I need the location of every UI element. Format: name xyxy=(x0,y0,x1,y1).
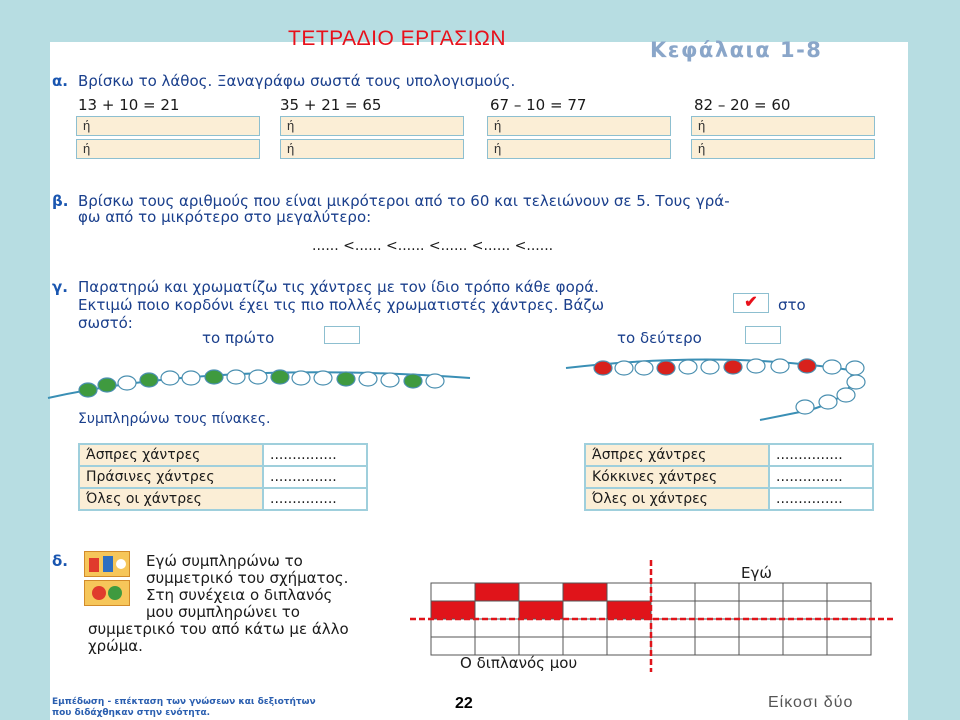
number-order-blanks[interactable]: ...... <...... <...... <...... <...... <...... xyxy=(312,238,554,254)
section-a-instruction: Βρίσκω το λάθος. Ξαναγράφω σωστά τους υπολογισμούς. xyxy=(78,72,516,90)
grid-cell[interactable] xyxy=(695,637,739,655)
grid-cell[interactable] xyxy=(739,583,783,601)
grid-cell[interactable] xyxy=(519,637,563,655)
page-title: ΤΕΤΡΑΔΙΟ ΕΡΓΑΣΙΩΝ xyxy=(288,27,506,50)
grid-cell[interactable] xyxy=(607,619,651,637)
footer-note-line-1: Εμπέδωση - επέκταση των γνώσεων και δεξιοτήτων xyxy=(52,697,316,707)
page-number: 22 xyxy=(455,695,473,712)
chapter-heading: Κεφάλαια 1-8 xyxy=(650,38,823,62)
grid-cell[interactable] xyxy=(651,637,695,655)
answer-box[interactable]: ή xyxy=(691,116,875,136)
grid-cell[interactable] xyxy=(827,637,871,655)
grid-cell[interactable] xyxy=(607,583,651,601)
section-c-line-3: σωστό: xyxy=(78,314,133,332)
neighbor-label: Ο διπλανός μου xyxy=(460,654,578,672)
table-cell-label: Όλες οι χάντρες xyxy=(585,488,769,510)
section-d-line-6: χρώμα. xyxy=(88,637,143,655)
section-c-label: γ. xyxy=(52,278,68,296)
grid-cell[interactable] xyxy=(783,637,827,655)
grid-cell[interactable] xyxy=(431,637,475,655)
grid-cell[interactable] xyxy=(651,619,695,637)
grid-cell[interactable] xyxy=(651,601,695,619)
tick-mark-icon: ✔ xyxy=(733,293,769,313)
section-d-line-5: συμμετρικό του από κάτω με άλλο xyxy=(88,620,349,638)
second-string-label: το δεύτερο xyxy=(617,329,702,347)
grid-cell[interactable] xyxy=(827,619,871,637)
answer-box[interactable]: ή xyxy=(76,116,260,136)
section-b-label: β. xyxy=(52,192,69,210)
table-cell-blank[interactable]: ............... xyxy=(263,466,367,488)
first-string-label: το πρώτο xyxy=(202,329,275,347)
fill-tables-instruction: Συμπληρώνω τους πίνακες. xyxy=(78,411,271,427)
section-d-line-4: μου συμπληρώνει το xyxy=(146,603,300,621)
table-cell-blank[interactable]: ............... xyxy=(263,488,367,510)
table-cell-label: Άσπρες χάντρες xyxy=(79,444,263,466)
grid-cell[interactable] xyxy=(607,637,651,655)
me-label: Εγώ xyxy=(741,564,772,582)
grid-cell[interactable] xyxy=(695,619,739,637)
answer-box[interactable]: ή xyxy=(280,139,464,159)
grid-cell[interactable] xyxy=(783,583,827,601)
table-cell-label: Κόκκινες χάντρες xyxy=(585,466,769,488)
section-d-line-2: συμμετρικό του σχήματος. xyxy=(146,569,349,587)
section-c-line-2-end: στο xyxy=(778,296,806,314)
grid-cell[interactable] xyxy=(783,601,827,619)
table-cell-blank[interactable]: ............... xyxy=(769,466,873,488)
grid-cell[interactable] xyxy=(431,583,475,601)
grid-cell[interactable] xyxy=(563,583,607,601)
grid-cell[interactable] xyxy=(739,601,783,619)
answer-box[interactable]: ή xyxy=(76,139,260,159)
grid-cell[interactable] xyxy=(519,601,563,619)
grid-cell[interactable] xyxy=(563,637,607,655)
grid-cell[interactable] xyxy=(827,583,871,601)
grid-cell[interactable] xyxy=(475,619,519,637)
page-number-words: Είκοσι δύο xyxy=(768,694,854,711)
table-cell-label: Πράσινες χάντρες xyxy=(79,466,263,488)
equation-1: 13 + 10 = 21 xyxy=(78,96,180,114)
grid-cell[interactable] xyxy=(563,619,607,637)
table-cell-blank[interactable]: ............... xyxy=(769,444,873,466)
grid-cell[interactable] xyxy=(519,619,563,637)
table-cell-blank[interactable]: ............... xyxy=(263,444,367,466)
equation-2: 35 + 21 = 65 xyxy=(280,96,382,114)
grid-cell[interactable] xyxy=(475,583,519,601)
section-d-line-3: Στη συνέχεια ο διπλανός xyxy=(146,586,333,604)
section-d-label: δ. xyxy=(52,552,69,570)
section-a-label: α. xyxy=(52,72,69,90)
footer-note-line-2: που διδάχθηκαν στην ενότητα. xyxy=(52,708,211,718)
section-b-line-1: Βρίσκω τους αριθμούς που είναι μικρότεροι από το 60 και τελειώνουν σε 5. Τους γρά- xyxy=(78,192,730,210)
grid-cell[interactable] xyxy=(739,637,783,655)
section-b-line-2: φω από το μικρότερο στο μεγαλύτερο: xyxy=(78,208,372,226)
answer-box[interactable]: ή xyxy=(487,116,671,136)
grid-cell[interactable] xyxy=(563,601,607,619)
grid-cell[interactable] xyxy=(431,619,475,637)
section-c-line-1: Παρατηρώ και χρωματίζω τις χάντρες με τον ίδιο τρόπο κάθε φορά. xyxy=(78,278,599,296)
grid-cell[interactable] xyxy=(607,601,651,619)
answer-box[interactable]: ή xyxy=(691,139,875,159)
grid-cell[interactable] xyxy=(431,601,475,619)
grid-cell[interactable] xyxy=(739,619,783,637)
equation-3: 67 – 10 = 77 xyxy=(490,96,587,114)
grid-cell[interactable] xyxy=(783,619,827,637)
table-cell-label: Όλες οι χάντρες xyxy=(79,488,263,510)
equation-4: 82 – 20 = 60 xyxy=(694,96,791,114)
grid-cell[interactable] xyxy=(827,601,871,619)
grid-cell[interactable] xyxy=(651,583,695,601)
grid-cell[interactable] xyxy=(475,637,519,655)
section-d-line-1: Εγώ συμπληρώνω το xyxy=(146,552,303,570)
footer-note xyxy=(52,697,316,719)
grid-cell[interactable] xyxy=(519,583,563,601)
table-cell-blank[interactable]: ............... xyxy=(769,488,873,510)
table-cell-label: Άσπρες χάντρες xyxy=(585,444,769,466)
grid-cell[interactable] xyxy=(695,583,739,601)
grid-cell[interactable] xyxy=(475,601,519,619)
grid-cell[interactable] xyxy=(695,601,739,619)
section-c-line-2: Εκτιμώ ποιο κορδόνι έχει τις πιο πολλές χρωματιστές χάντρες. Βάζω xyxy=(78,296,605,314)
answer-box[interactable]: ή xyxy=(280,116,464,136)
answer-box[interactable]: ή xyxy=(487,139,671,159)
